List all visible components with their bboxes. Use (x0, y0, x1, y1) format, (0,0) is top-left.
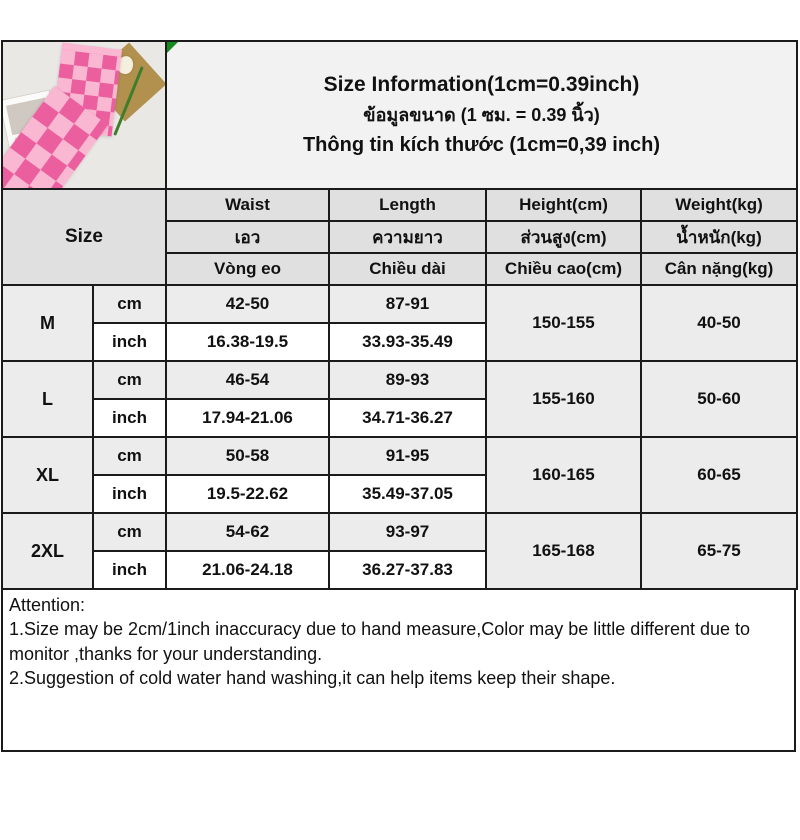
height-value: 160-165 (486, 437, 641, 513)
length-inch-value: 36.27-37.83 (329, 551, 486, 589)
weight-value: 65-75 (641, 513, 797, 589)
waist-header-vi: Vòng eo (166, 253, 329, 285)
title-vi: Thông tin kích thước (1cm=0,39 inch) (302, 134, 661, 157)
height-header-en: Height(cm) (486, 189, 641, 221)
length-header-vi: Chiều dài (329, 253, 486, 285)
header-row-en (2, 189, 797, 221)
unit-cell: inch (93, 399, 166, 437)
waist-inch-value: 19.5-22.62 (166, 475, 329, 513)
size-header: Size (2, 189, 166, 285)
height-value: 165-168 (486, 513, 641, 589)
length-cm-value: 91-95 (329, 437, 486, 475)
length-inch-value: 33.93-35.49 (329, 323, 486, 361)
weight-header-vi: Cân nặng(kg) (641, 253, 797, 285)
title-cell (166, 41, 797, 189)
product-photo-cell (2, 41, 166, 189)
height-header-vi: Chiều cao(cm) (486, 253, 641, 285)
unit-cell: cm (93, 361, 166, 399)
length-inch-value: 34.71-36.27 (329, 399, 486, 437)
length-cm-value: 93-97 (329, 513, 486, 551)
length-header-th: ความยาว (329, 221, 486, 253)
unit-cell: cm (93, 513, 166, 551)
waist-inch-value: 16.38-19.5 (166, 323, 329, 361)
waist-inch-value: 21.06-24.18 (166, 551, 329, 589)
top-row (2, 41, 797, 189)
unit-cell: inch (93, 323, 166, 361)
title-th: ข้อมูลขนาด (1 ซม. = 0.39 นิ้ว) (363, 105, 600, 126)
weight-value: 60-65 (641, 437, 797, 513)
title-en: Size Information(1cm=0.39inch) (323, 72, 640, 96)
length-inch-value: 35.49-37.05 (329, 475, 486, 513)
size-cell: M (2, 285, 93, 361)
weight-header-en: Weight(kg) (641, 189, 797, 221)
size-cell: L (2, 361, 93, 437)
length-cm-value: 89-93 (329, 361, 486, 399)
weight-header-th: น้ำหนัก(kg) (641, 221, 797, 253)
height-header-th: ส่วนสูง(cm) (486, 221, 641, 253)
waist-cm-value: 42-50 (166, 285, 329, 323)
waist-header-th: เอว (166, 221, 329, 253)
size-chart-page (0, 40, 800, 840)
row-2xl-cm (2, 513, 797, 551)
row-l-cm (2, 361, 797, 399)
unit-cell: inch (93, 551, 166, 589)
size-cell: 2XL (2, 513, 93, 589)
product-photo (3, 42, 165, 188)
unit-cell: inch (93, 475, 166, 513)
height-value: 150-155 (486, 285, 641, 361)
attention-note-2: 2.Suggestion of cold water hand washing,it can help items keep their shape. (9, 668, 616, 689)
weight-value: 50-60 (641, 361, 797, 437)
waist-cm-value: 46-54 (166, 361, 329, 399)
unit-cell: cm (93, 437, 166, 475)
size-cell: XL (2, 437, 93, 513)
row-m-cm (2, 285, 797, 323)
weight-value: 40-50 (641, 285, 797, 361)
comment-marker-icon (167, 42, 178, 53)
waist-header-en: Waist (166, 189, 329, 221)
size-table (1, 40, 798, 590)
length-header-en: Length (329, 189, 486, 221)
attention-note-1: 1.Size may be 2cm/1inch inaccuracy due to hand measure,Color may be little different due to monitor ,thanks for your understanding. (9, 619, 751, 664)
unit-cell: cm (93, 285, 166, 323)
waist-cm-value: 54-62 (166, 513, 329, 551)
length-cm-value: 87-91 (329, 285, 486, 323)
height-value: 155-160 (486, 361, 641, 437)
waist-inch-value: 17.94-21.06 (166, 399, 329, 437)
row-xl-cm (2, 437, 797, 475)
attention-box (1, 590, 796, 752)
waist-cm-value: 50-58 (166, 437, 329, 475)
attention-heading: Attention: (9, 595, 86, 615)
